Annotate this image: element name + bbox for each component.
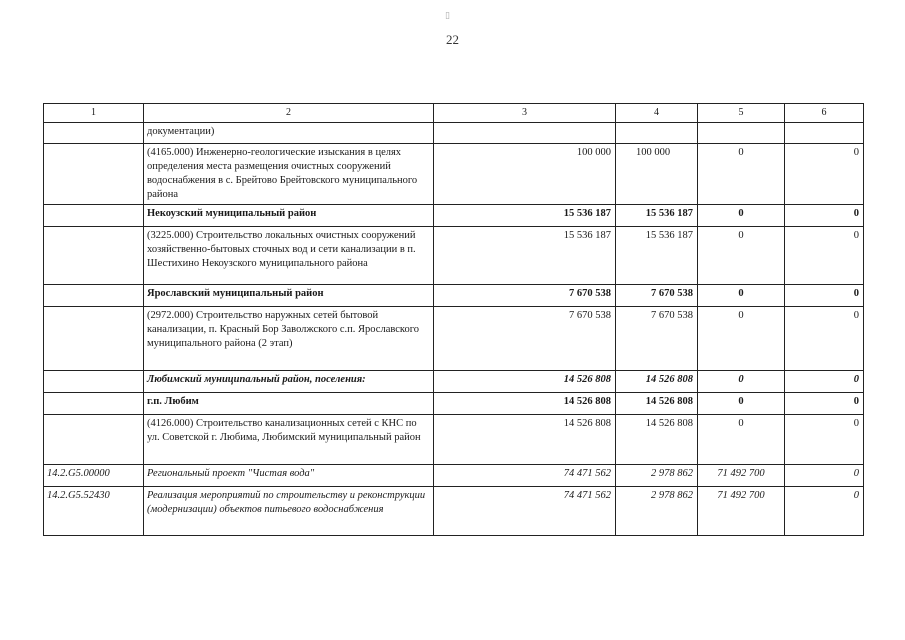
name-cell: (3225.000) Строительство локальных очистных сооружений хозяйственно-бытовых сточных вод и сети канализации в п. Шестихино Некоузского муниципального района (144, 227, 434, 285)
code-cell (44, 371, 144, 393)
federal-cell: 0 (698, 144, 785, 205)
header-col-2: 2 (144, 104, 434, 123)
code-cell (44, 227, 144, 285)
table-row (44, 144, 864, 205)
header-col-5: 5 (698, 104, 785, 123)
total-cell (434, 123, 616, 144)
federal-cell: 0 (698, 393, 785, 415)
total-cell: 7 670 538 (434, 307, 616, 371)
table-row (44, 371, 864, 393)
code-cell (44, 415, 144, 465)
federal-cell: 0 (698, 205, 785, 227)
total-cell: 74 471 562 (434, 465, 616, 487)
total-cell: 14 526 808 (434, 371, 616, 393)
regional-cell: 14 526 808 (616, 415, 698, 465)
total-cell: 74 471 562 (434, 487, 616, 536)
total-cell: 100 000 (434, 144, 616, 205)
other-cell: 0 (785, 205, 864, 227)
federal-cell: 0 (698, 285, 785, 307)
other-cell: 0 (785, 144, 864, 205)
other-cell: 0 (785, 371, 864, 393)
table-row (44, 285, 864, 307)
table-row (44, 393, 864, 415)
name-cell: (4165.000) Инженерно-геологические изыскания в целях определения места размещения очистных сооружений водоснабжения в с. Брейтово Брейтовского муниципального района (144, 144, 434, 205)
header-col-3: 3 (434, 104, 616, 123)
name-cell: г.п. Любим (144, 393, 434, 415)
header-col-6: 6 (785, 104, 864, 123)
table-row (44, 487, 864, 536)
name-cell: Ярославский муниципальный район (144, 285, 434, 307)
other-cell: 0 (785, 465, 864, 487)
header-col-1: 1 (44, 104, 144, 123)
header-row (44, 104, 864, 123)
name-cell: (2972.000) Строительство наружных сетей бытовой канализации, п. Красный Бор Заволжского с.п. Ярославского муниципального района (2 этап) (144, 307, 434, 371)
code-cell (44, 393, 144, 415)
other-cell (785, 123, 864, 144)
federal-cell: 0 (698, 227, 785, 285)
regional-cell: 14 526 808 (616, 393, 698, 415)
federal-cell: 71 492 700 (698, 465, 785, 487)
regional-cell: 7 670 538 (616, 307, 698, 371)
code-cell (44, 205, 144, 227)
header-col-4: 4 (616, 104, 698, 123)
name-cell: документации) (144, 123, 434, 144)
regional-cell: 15 536 187 (616, 227, 698, 285)
total-cell: 7 670 538 (434, 285, 616, 307)
name-cell: Региональный проект "Чистая вода" (144, 465, 434, 487)
name-cell: (4126.000) Строительство канализационных сетей с КНС по ул. Советской г. Любима, Любимский муниципальный район (144, 415, 434, 465)
regional-cell: 100 000 (616, 144, 698, 205)
code-cell (44, 307, 144, 371)
federal-cell: 71 492 700 (698, 487, 785, 536)
total-cell: 15 536 187 (434, 205, 616, 227)
code-cell (44, 144, 144, 205)
code-cell (44, 123, 144, 144)
table-row (44, 465, 864, 487)
other-cell: 0 (785, 415, 864, 465)
other-cell: 0 (785, 307, 864, 371)
regional-cell: 2 978 862 (616, 487, 698, 536)
table-row (44, 227, 864, 285)
page-number: 22 (446, 32, 459, 47)
code-cell: 14.2.G5.00000 (44, 465, 144, 487)
other-cell: 0 (785, 227, 864, 285)
federal-cell: 0 (698, 415, 785, 465)
regional-cell: 7 670 538 (616, 285, 698, 307)
other-cell: 0 (785, 393, 864, 415)
table-row (44, 205, 864, 227)
code-cell: 14.2.G5.52430 (44, 487, 144, 536)
name-cell: Реализация мероприятий по строительству и реконструкции (модернизации) объектов питьевого водоснабжения (144, 487, 434, 536)
name-cell: Любимский муниципальный район, поселения: (144, 371, 434, 393)
table-row (44, 123, 864, 144)
total-cell: 14 526 808 (434, 393, 616, 415)
regional-cell (616, 123, 698, 144)
budget-table (43, 103, 864, 536)
table-row (44, 415, 864, 465)
other-cell: 0 (785, 487, 864, 536)
total-cell: 15 536 187 (434, 227, 616, 285)
regional-cell: 2 978 862 (616, 465, 698, 487)
federal-cell: 0 (698, 371, 785, 393)
federal-cell: 0 (698, 307, 785, 371)
table-row (44, 307, 864, 371)
regional-cell: 15 536 187 (616, 205, 698, 227)
regional-cell: 14 526 808 (616, 371, 698, 393)
federal-cell (698, 123, 785, 144)
other-cell: 0 (785, 285, 864, 307)
total-cell: 14 526 808 (434, 415, 616, 465)
code-cell (44, 285, 144, 307)
name-cell: Некоузский муниципальный район (144, 205, 434, 227)
scan-artifact: ▯ (445, 10, 450, 20)
